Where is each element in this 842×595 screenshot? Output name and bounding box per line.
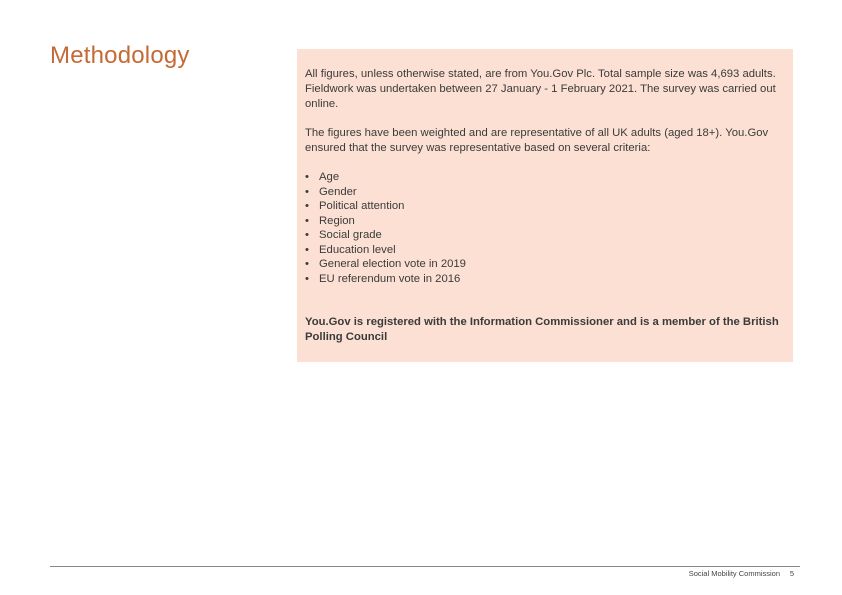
criteria-list-item: • EU referendum vote in 2016 (305, 272, 785, 287)
criteria-list-item: • Political attention (305, 199, 785, 214)
footer-page-number: 5 (789, 569, 794, 578)
methodology-info-box (297, 49, 793, 362)
page-title: Methodology (50, 42, 190, 69)
criteria-list-item: • Education level (305, 243, 785, 258)
criteria-list-item: • Social grade (305, 228, 785, 243)
footer-organization: Social Mobility Commission (688, 569, 780, 578)
footer-divider (50, 566, 800, 567)
registration-note: You.Gov is registered with the Information Commissioner and is a member of the British Polling Council (305, 316, 779, 343)
criteria-list-item: • Gender (305, 185, 785, 200)
methodology-paragraph-weighting: The figures have been weighted and are representative of all UK adults (aged 18+). You.Gov ensured that the survey was representative based on several criteria: (305, 127, 769, 154)
criteria-list-item: • General election vote in 2019 (305, 257, 785, 272)
criteria-list (305, 170, 785, 286)
criteria-list-item: • Region (305, 214, 785, 229)
methodology-paragraph-sample: All figures, unless otherwise stated, are from You.Gov Plc. Total sample size was 4,693 adults. Fieldwork was undertaken between 27 January - 1 February 2021. The survey was carried out online. (305, 68, 776, 110)
criteria-list-item: • Age (305, 170, 785, 185)
